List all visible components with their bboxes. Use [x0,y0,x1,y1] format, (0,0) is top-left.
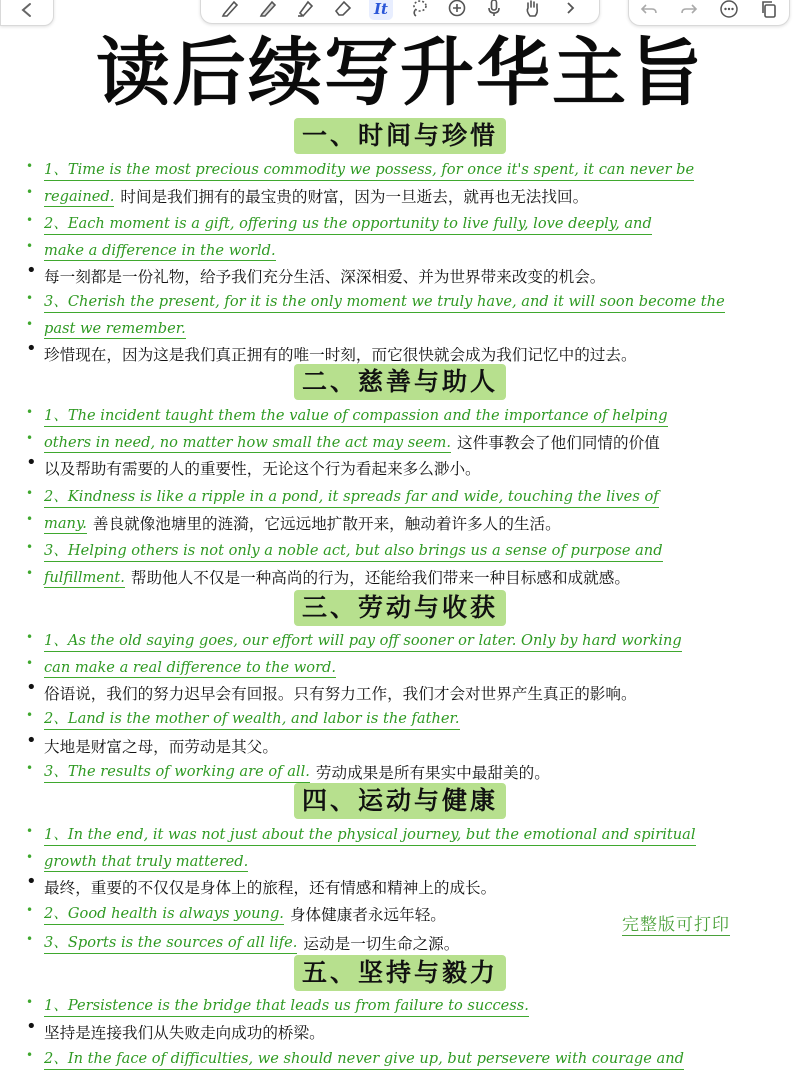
note-line [16,181,788,207]
note-line [16,313,788,339]
note-line [16,562,788,588]
toolbar-center [200,0,600,24]
note-line [16,261,788,287]
english-sentence: others in need, no matter how small the act may seem. [44,434,452,451]
note-line [16,235,788,261]
english-sentence: 1、As the old saying goes, our effort will pay off sooner or later. Only by hard working [44,629,682,652]
toolbar-right [628,0,790,26]
section-heading-persistence: 五、坚持与毅力 [200,955,600,991]
english-sentence: 1、Time is the most precious commodity we possess, for once it's spent, it can never be [44,158,694,181]
note-line [16,678,788,704]
note-line [16,508,788,534]
section-heading-labor: 三、劳动与收获 [200,590,600,626]
add-icon[interactable] [445,0,469,20]
microphone-icon[interactable] [482,0,506,20]
bullet-dot: • [26,995,34,1009]
chinese-translation: 每一刻都是一份礼物，给予我们充分生活、深深相爱、并为世界带来改变的机会。 [44,268,606,286]
bullet-dot: • [26,1016,37,1037]
note-line [16,872,788,898]
bullet-dot: • [26,630,34,644]
note-line [16,704,788,730]
chinese-translation: 善良就像池塘里的涟漪，它远远地扩散开来，触动着许多人的生活。 [92,515,561,533]
page-title: 读后续写升华主旨 [96,30,704,116]
note-line [16,991,788,1017]
english-sentence: 2、Land is the mother of wealth, and labor is the father. [44,707,460,730]
bullet-dot: • [26,540,34,554]
chinese-translation: 帮助他人不仅是一种高尚的行为，还能给我们带来一种目标感和成就感。 [130,569,630,587]
watermark-text: 完整版可打印 [622,910,730,936]
chinese-translation: 大地是财富之母，而劳动是其父。 [44,738,278,756]
note-line [16,731,788,757]
chinese-translation: 这件事教会了他们同情的价值 [457,434,660,452]
bullet-dot: • [26,677,37,698]
bullet-dot: • [26,452,37,473]
english-sentence: regained. [44,188,115,205]
english-sentence: 1、The incident taught them the value of compassion and the importance of helping [44,404,668,427]
bullet-dot: • [26,730,37,751]
note-line [16,209,788,235]
chinese-translation: 时间是我们拥有的最宝贵的财富，因为一旦逝去，就再也无法找回。 [120,188,589,206]
english-sentence: fulfillment. [44,569,125,586]
english-sentence: growth that truly mattered. [44,853,249,870]
note-line [16,401,788,427]
text-tool-icon[interactable] [369,0,393,20]
pen-icon[interactable] [256,0,280,20]
english-sentence: 1、Persistence is the bridge that leads us from failure to success. [44,994,529,1017]
redo-icon[interactable] [677,0,701,21]
note-line [16,820,788,846]
english-sentence: 3、Sports is the sources of all life. [44,931,297,954]
bullet-dot: • [26,512,34,526]
english-sentence: 2、Each moment is a gift, offering us the opportunity to live fully, love deeply, and [44,212,652,235]
english-sentence: 3、Helping others is not only a noble act, but also brings us a sense of purpose and [44,539,663,562]
copy-icon[interactable] [757,0,781,21]
note-line [16,155,788,181]
english-sentence: 2、In the face of difficulties, we should never give up, but persevere with courage and [44,1047,684,1070]
english-sentence: 2、Good health is always young. [44,902,284,925]
note-line [16,1017,788,1043]
bullet-dot: • [26,932,34,946]
note-line [16,453,788,479]
note-line [16,846,788,872]
toolbar-left [0,0,54,26]
bullet-dot: • [26,708,34,722]
note-line [16,536,788,562]
bullet-dot: • [26,159,34,173]
eraser-icon[interactable] [331,0,355,20]
bullet-dot: • [26,1048,34,1062]
note-line [16,427,788,453]
english-sentence: many. [44,515,87,532]
chinese-translation: 俗语说，我们的努力迟早会有回报。只有努力工作，我们才会对世界产生真正的影响。 [44,685,637,703]
svg-text:It: It [374,0,389,18]
bullet-dot: • [26,185,34,199]
bullet-dot: • [26,656,34,670]
section-heading-time: 一、时间与珍惜 [200,118,600,154]
bullet-dot: • [26,317,34,331]
back-arrow-icon[interactable] [15,0,39,22]
chevron-right-icon[interactable] [558,0,582,20]
bullet-dot: • [26,566,34,580]
bullet-dot: • [26,405,34,419]
section-heading-sports: 四、运动与健康 [200,783,600,819]
chinese-translation: 运动是一切生命之源。 [303,935,460,953]
note-line [16,1044,788,1070]
english-sentence: 3、The results of working are of all. [44,760,310,783]
note-line [16,339,788,365]
bullet-dot: • [26,824,34,838]
bullet-dot: • [26,260,37,281]
bullet-dot: • [26,431,34,445]
bullet-dot: • [26,291,34,305]
bullet-dot: • [26,903,34,917]
note-line [16,287,788,313]
note-line [16,757,788,783]
bullet-dot: • [26,213,34,227]
bullet-dot: • [26,239,34,253]
lasso-icon[interactable] [407,0,431,20]
english-sentence: 1、In the end, it was not just about the physical journey, but the emotional and spiritual [44,823,696,846]
bullet-dot: • [26,486,34,500]
chinese-translation: 劳动成果是所有果实中最甜美的。 [315,764,550,782]
section-heading-charity: 二、慈善与助人 [200,364,600,400]
more-icon[interactable] [717,0,741,21]
bullet-dot: • [26,761,34,775]
english-sentence: 2、Kindness is like a ripple in a pond, it spreads far and wide, touching the lives of [44,485,659,508]
english-sentence: can make a real difference to the word. [44,659,337,676]
note-line [16,652,788,678]
chinese-translation: 身体健康者永远年轻。 [289,906,446,924]
bullet-dot: • [26,850,34,864]
undo-icon[interactable] [637,0,661,21]
bullet-dot: • [26,338,37,359]
note-line [16,482,788,508]
chinese-translation: 珍惜现在，因为这是我们真正拥有的唯一时刻，而它很快就会成为我们记忆中的过去。 [44,346,637,364]
english-sentence: make a difference in the world. [44,242,276,259]
note-line [16,626,788,652]
english-sentence: 3、Cherish the present, for it is the only moment we truly have, and it will soon become the [44,290,725,313]
english-sentence: past we remember. [44,320,186,337]
chinese-translation: 最终，重要的不仅仅是身体上的旅程，还有情感和精神上的成长。 [44,879,497,897]
pen-icon[interactable] [218,0,242,20]
chinese-translation: 以及帮助有需要的人的重要性，无论这个行为看起来多么渺小。 [44,460,481,478]
highlighter-icon[interactable] [293,0,317,20]
chinese-translation: 坚持是连接我们从失败走向成功的桥梁。 [44,1024,325,1042]
bullet-dot: • [26,871,37,892]
hand-icon[interactable] [520,0,544,20]
